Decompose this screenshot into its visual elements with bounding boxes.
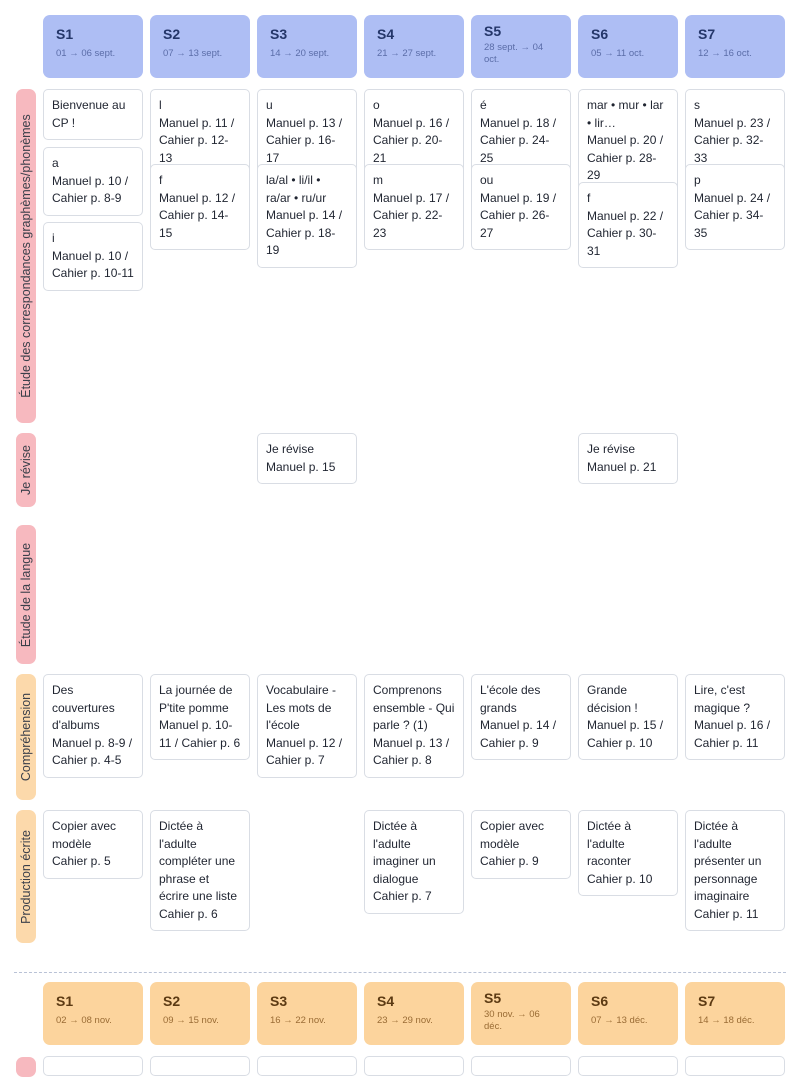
card-title: u [266,98,273,112]
card-reference: Manuel p. 10-11 / Cahier p. 6 [159,718,241,750]
row-label-graphemes-phonemes [16,89,36,423]
row-label-next-period [16,1057,36,1077]
period2-week-header-s4[interactable] [364,982,464,1045]
period2-week-header-s7[interactable] [685,982,785,1045]
comprehension-card[interactable] [150,674,250,760]
week-label: S6 [591,993,609,1009]
week-dates: 16 → 22 nov. [270,1015,326,1026]
comprehension-card[interactable] [578,674,678,760]
card-reference: Manuel p. 12 / Cahier p. 14-15 [159,190,236,240]
week-dates: 21 → 27 sept. [377,48,437,59]
card-title: i [52,231,55,245]
card-title: Copier avec modèle [52,819,117,851]
card-title: Dictée à l'adulte présenter un personnage imaginaire [694,819,762,903]
gp-card[interactable] [43,222,143,291]
card-reference: Manuel p. 13 / Cahier p. 16-17 [266,115,343,165]
card-title: Comprenons ensemble - Qui parle ? (1) [373,683,455,732]
gp-card[interactable] [364,89,464,175]
card-title: Grande décision ! [587,683,638,715]
week-label: S2 [163,993,181,1009]
week-dates: 07 → 13 déc. [591,1015,648,1026]
next-period-card[interactable] [150,1056,250,1076]
week-label: S6 [591,26,609,42]
revision-card[interactable] [257,433,357,484]
card-title: la/al • li/il • ra/ar • ru/ur [266,173,327,205]
revision-card[interactable] [578,433,678,484]
card-reference: Cahier p. 6 [159,906,218,921]
week-label: S5 [484,23,502,39]
writing-card[interactable] [43,810,143,879]
next-period-card[interactable] [471,1056,571,1076]
period1-week-header-s6[interactable] [578,15,678,78]
week-dates: 23 → 29 nov. [377,1015,433,1026]
card-title: Je révise [587,442,636,456]
card-reference: Manuel p. 15 / Cahier p. 10 [587,718,664,750]
row-label-text: Compréhension [19,692,33,782]
card-reference: Manuel p. 21 [587,459,657,474]
gp-card[interactable] [257,89,357,175]
gp-card[interactable] [578,89,678,193]
card-title: Dictée à l'adulte raconter [587,819,632,868]
card-title: Je révise [266,442,315,456]
period2-week-header-s3[interactable] [257,982,357,1045]
card-reference: Manuel p. 8-9 / Cahier p. 4-5 [52,735,133,767]
week-dates: 09 → 15 nov. [163,1015,219,1026]
card-title: Lire, c'est magique ? [694,683,751,715]
week-label: S7 [698,26,716,42]
card-title: l [159,98,162,112]
row-label-text: Production écrite [19,829,33,924]
card-title: f [587,191,591,205]
card-reference: Manuel p. 10 / Cahier p. 8-9 [52,173,129,205]
card-title: Dictée à l'adulte compléter une phrase et écrire une liste [159,819,238,903]
card-reference: Manuel p. 13 / Cahier p. 8 [373,735,450,767]
gp-card[interactable] [364,164,464,250]
week-dates: 30 nov. → 06 déc. [484,1009,540,1032]
gp-card[interactable] [685,164,785,250]
card-reference: Manuel p. 12 / Cahier p. 7 [266,735,343,767]
card-reference: Manuel p. 17 / Cahier p. 22-23 [373,190,450,240]
card-title: Dictée à l'adulte imaginer un dialogue [373,819,436,886]
writing-card[interactable] [364,810,464,914]
card-reference: Manuel p. 18 / Cahier p. 24-25 [480,115,557,165]
week-label: S4 [377,993,395,1009]
week-dates: 07 → 13 sept. [163,48,223,59]
week-label: S5 [484,990,502,1006]
gp-card[interactable] [43,89,143,140]
row-label-text: Étude de la langue [19,542,33,647]
week-label: S3 [270,993,288,1009]
week-dates: 14 → 18 déc. [698,1015,755,1026]
comprehension-card[interactable] [257,674,357,778]
card-title: Des couvertures d'albums [52,683,115,732]
card-reference: Cahier p. 10 [587,871,653,886]
next-period-card[interactable] [364,1056,464,1076]
card-reference: Manuel p. 23 / Cahier p. 32-33 [694,115,771,165]
period-separator [14,972,786,973]
period1-week-header-s3[interactable] [257,15,357,78]
comprehension-card[interactable] [685,674,785,760]
card-reference: Cahier p. 11 [694,906,759,921]
period2-week-header-s6[interactable] [578,982,678,1045]
card-reference: Manuel p. 14 / Cahier p. 18-19 [266,208,343,257]
week-dates: 02 → 08 nov. [56,1015,112,1026]
row-label-production-ecrite [16,810,36,943]
card-title: o [373,98,380,112]
period1-week-header-s1[interactable] [43,15,143,78]
card-title: mar • mur • lar • lir… [587,98,664,130]
row-label-text: Étude des correspondances graphèmes/phonèmes [19,114,33,398]
next-period-card[interactable] [257,1056,357,1076]
card-reference: Manuel p. 14 / Cahier p. 9 [480,718,557,750]
week-dates: 05 → 11 oct. [591,48,645,59]
week-label: S1 [56,993,74,1009]
period1-week-header-s2[interactable] [150,15,250,78]
week-dates: 28 sept. → 04 oct. [484,42,544,65]
week-label: S2 [163,26,181,42]
gp-card[interactable] [471,164,571,250]
gp-card[interactable] [471,89,571,175]
card-reference: Manuel p. 24 / Cahier p. 34-35 [694,190,771,240]
week-dates: 14 → 20 sept. [270,48,330,59]
card-reference: Cahier p. 5 [52,854,111,868]
row-label-comprehension [16,674,36,800]
card-reference: Cahier p. 7 [373,889,432,903]
card-title: s [694,98,700,112]
writing-card[interactable] [578,810,678,896]
card-reference: Manuel p. 20 / Cahier p. 28-29 [587,133,664,182]
card-reference: Manuel p. 19 / Cahier p. 26-27 [480,190,557,240]
card-title: Vocabulaire - Les mots de l'école [266,683,337,732]
card-reference: Manuel p. 16 / Cahier p. 11 [694,718,771,750]
comprehension-card[interactable] [364,674,464,778]
gp-card[interactable] [150,89,250,175]
gp-card[interactable] [150,164,250,250]
card-reference: Manuel p. 22 / Cahier p. 30-31 [587,208,664,258]
next-period-card[interactable] [578,1056,678,1076]
card-reference: Cahier p. 9 [480,854,539,868]
next-period-card[interactable] [685,1056,785,1076]
gp-card[interactable] [257,164,357,268]
card-reference: Manuel p. 15 [266,459,336,474]
card-title: ou [480,173,494,187]
row-label-text: Je révise [19,444,33,496]
week-label: S1 [56,26,74,42]
week-label: S4 [377,26,395,42]
card-reference: Manuel p. 11 / Cahier p. 12-13 [159,115,235,165]
card-title: La journée de P'tite pomme [159,683,233,715]
card-title: Copier avec modèle [480,819,545,851]
week-label: S3 [270,26,288,42]
row-label-je-revise [16,433,36,507]
period1-week-header-s5[interactable] [471,15,571,78]
period1-week-header-s4[interactable] [364,15,464,78]
card-reference: Manuel p. 16 / Cahier p. 20-21 [373,115,450,165]
week-dates: 01 → 06 sept. [56,48,116,59]
gp-card[interactable] [43,147,143,216]
gp-card[interactable] [578,182,678,268]
card-title: f [159,173,163,187]
card-title: p [694,173,701,187]
card-title: L'école des grands [480,683,541,715]
period2-week-header-s5[interactable] [471,982,571,1045]
comprehension-card[interactable] [471,674,571,760]
writing-card[interactable] [685,810,785,931]
writing-card[interactable] [150,810,250,931]
card-reference: Manuel p. 10 / Cahier p. 10-11 [52,248,134,280]
card-title: é [480,98,487,112]
next-period-card[interactable] [43,1056,143,1076]
period2-week-header-s1[interactable] [43,982,143,1045]
card-title: m [373,173,383,187]
comprehension-card[interactable] [43,674,143,778]
card-title: Bienvenue au CP ! [52,98,126,130]
week-label: S7 [698,993,716,1009]
period1-week-header-s7[interactable] [685,15,785,78]
card-title: a [52,156,59,170]
week-dates: 12 → 16 oct. [698,48,752,59]
period2-week-header-s2[interactable] [150,982,250,1045]
writing-card[interactable] [471,810,571,879]
gp-card[interactable] [685,89,785,175]
row-label-etude-langue [16,525,36,664]
